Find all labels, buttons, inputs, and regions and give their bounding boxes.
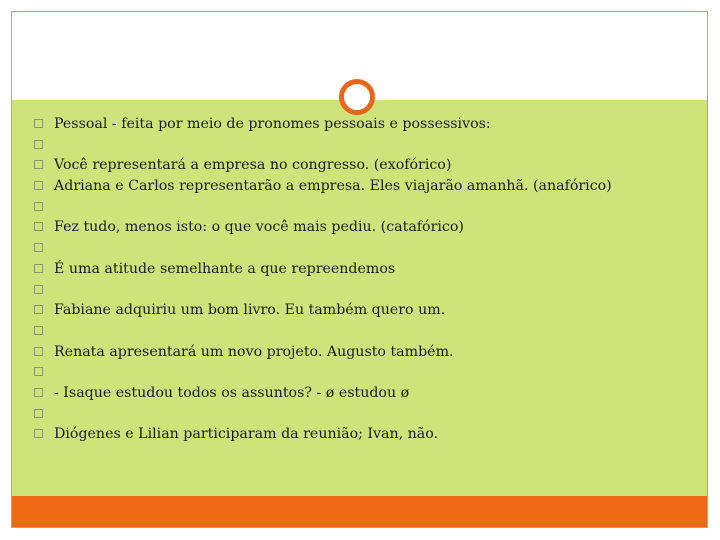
- bullet-item: [12, 321, 707, 342]
- bullet-item: [12, 197, 707, 218]
- bullet-text: Pessoal - feita por meio de pronomes pessoais e possessivos:: [54, 116, 491, 132]
- bullet-icon: [34, 429, 43, 438]
- bullet-item: [12, 135, 707, 156]
- bullet-text: Fez tudo, menos isto: o que você mais pediu. (catafórico): [54, 219, 464, 236]
- bullet-text: É uma atitude semelhante a que repreendemos: [54, 260, 396, 277]
- bullet-item: [12, 424, 707, 445]
- bullet-text: Renata apresentará um novo projeto. Augusto também.: [54, 343, 454, 360]
- bullet-item: [12, 176, 707, 197]
- bullet-item: [12, 383, 707, 404]
- bullet-item: [12, 300, 707, 321]
- bullet-text: Fabiane adquiriu um bom livro. Eu também quero um.: [54, 302, 446, 319]
- bullet-icon: [34, 305, 43, 314]
- bullet-icon: [34, 140, 43, 149]
- bullet-icon: [34, 202, 43, 211]
- bullet-item: [12, 155, 707, 176]
- bullet-icon: [34, 181, 43, 190]
- bullet-text: - Isaque estudou todos os assuntos? - ø estudou ø: [54, 384, 410, 401]
- bullet-item: [12, 404, 707, 425]
- bullet-icon: [34, 367, 43, 376]
- bottom-accent-bar: [12, 496, 707, 527]
- bullet-icon: [34, 409, 43, 418]
- bullet-icon: [34, 119, 43, 128]
- bullet-item: [12, 259, 707, 280]
- bullet-text: Você representará a empresa no congresso. (exofórico): [54, 157, 452, 174]
- bullet-item: [12, 114, 707, 135]
- bullet-icon: [34, 222, 43, 231]
- bullet-icon: [34, 388, 43, 397]
- bullet-icon: [34, 160, 43, 169]
- bullet-text: Adriana e Carlos representarão a empresa. Eles viajarão amanhã. (anafórico): [54, 178, 612, 195]
- bullet-icon: [34, 285, 43, 294]
- bullet-icon: [34, 347, 43, 356]
- bullet-list: [12, 114, 707, 445]
- bullet-icon: [34, 264, 43, 273]
- bullet-item: [12, 342, 707, 363]
- bullet-item: [12, 238, 707, 259]
- bullet-icon: [34, 326, 43, 335]
- bullet-item: [12, 362, 707, 383]
- bullet-item: [12, 217, 707, 238]
- bullet-icon: [34, 243, 43, 252]
- bullet-item: [12, 280, 707, 301]
- bullet-text: Diógenes e Lilian participaram da reunião; Ivan, não.: [54, 426, 439, 443]
- ring-decoration-icon: [339, 79, 375, 115]
- slide-content: [12, 100, 707, 496]
